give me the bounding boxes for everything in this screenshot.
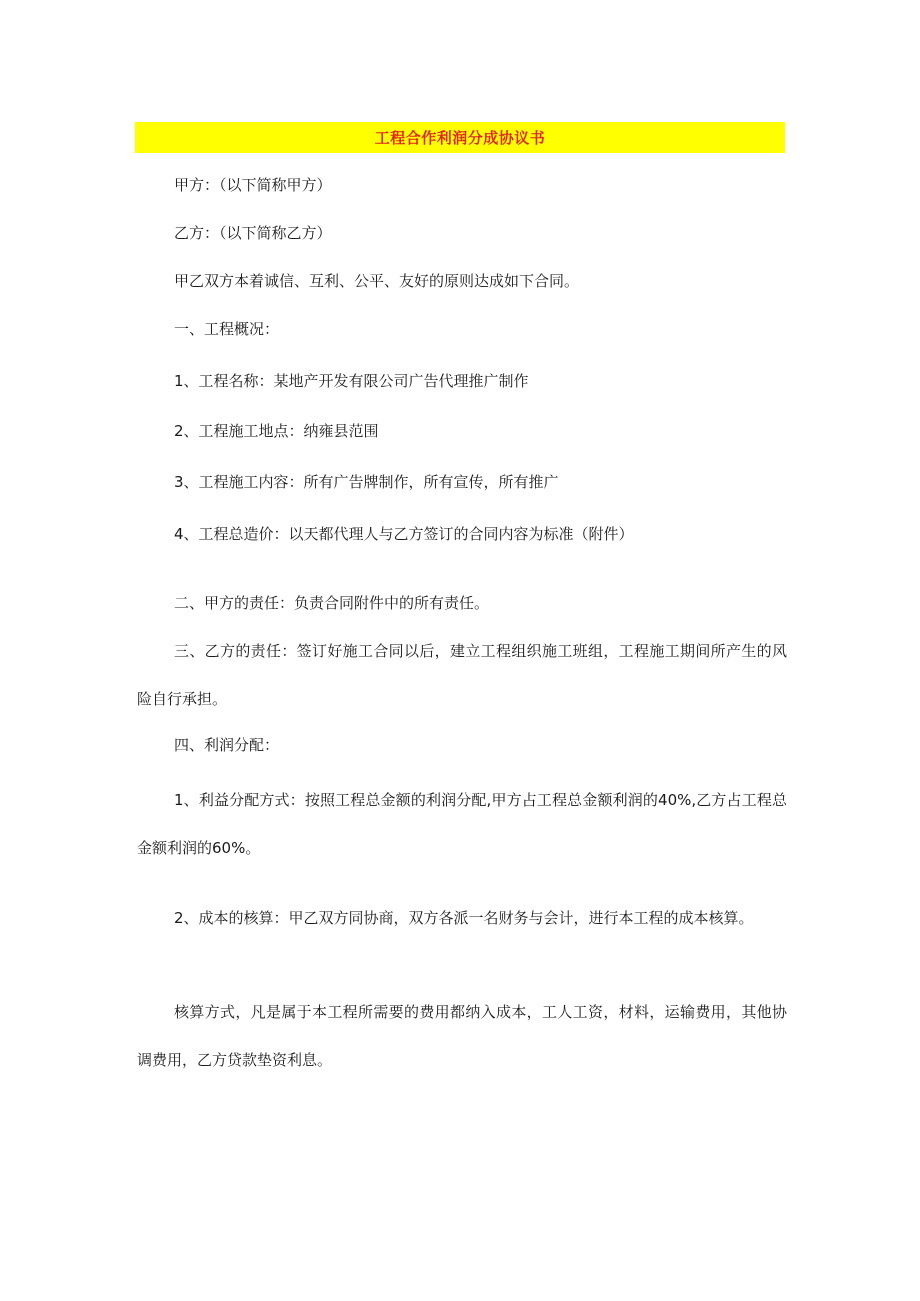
party-a-line: 甲方：（以下简称甲方） bbox=[174, 176, 332, 194]
project-content-item: 3、工程施工内容：所有广告牌制作，所有宣传，所有推广 bbox=[174, 473, 559, 491]
party-b-line: 乙方：（以下简称乙方） bbox=[174, 224, 332, 242]
preamble-paragraph: 甲乙双方本着诚信、互利、公平、友好的原则达成如下合同。 bbox=[174, 272, 580, 290]
project-name-item: 1、工程名称：某地产开发有限公司广告代理推广制作 bbox=[174, 372, 529, 390]
title-banner bbox=[135, 122, 785, 153]
cost-method-paragraph: 核算方式，凡是属于本工程所需要的费用都纳入成本，工人工资，材料，运输费用，其他协调费用，乙方贷款垫资利息。 bbox=[137, 1003, 787, 1069]
cost-accounting-item: 2、成本的核算：甲乙双方同协商，双方各派一名财务与会计，进行本工程的成本核算。 bbox=[174, 909, 754, 927]
profit-distribution-item: 1、利益分配方式：按照工程总金额的利润分配,甲方占工程总金额利润的40%,乙方占工程总金额利润的60%。 bbox=[137, 791, 787, 857]
section-1-heading: 一、工程概况： bbox=[174, 320, 280, 338]
section-3-party-b-duty: 三、乙方的责任：签订好施工合同以后，建立工程组织施工班组，工程施工期间所产生的风险自行承担。 bbox=[137, 642, 787, 708]
section-2-party-a-duty: 二、甲方的责任：负责合同附件中的所有责任。 bbox=[174, 594, 490, 612]
project-location-item: 2、工程施工地点：纳雍县范围 bbox=[174, 422, 379, 440]
section-4-heading: 四、利润分配： bbox=[174, 736, 280, 754]
project-cost-item: 4、工程总造价：以天都代理人与乙方签订的合同内容为标准（附件） bbox=[174, 525, 634, 543]
document-title: 工程合作利润分成协议书 bbox=[374, 129, 546, 147]
